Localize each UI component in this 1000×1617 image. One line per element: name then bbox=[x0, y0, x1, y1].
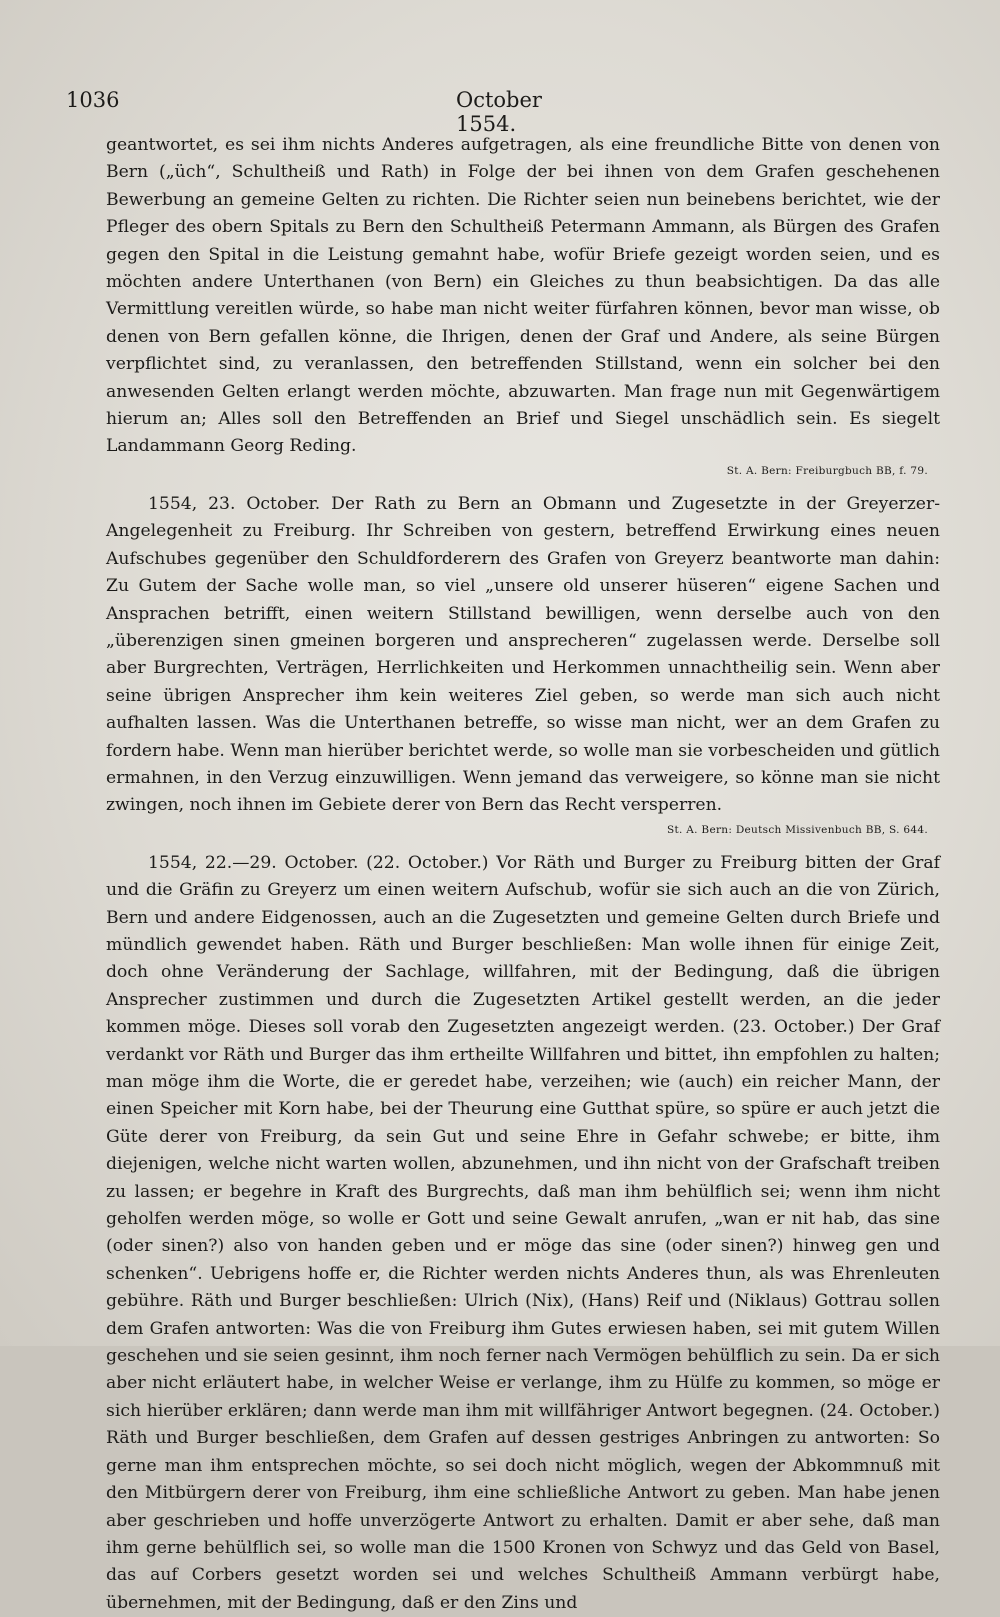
entry-continuation bbox=[106, 132, 940, 479]
source-citation: St. A. Bern: Freiburgbuch BB, f. 79. bbox=[726, 464, 928, 477]
entry-text: geantwortet, es sei ihm nichts Anderes aufgetragen, als eine freundliche Bitte von denen von Bern („üch“, Schultheiß und Rath) in Folge der bei ihnen von dem Grafen geschehenen Bewerbung an gemeine Gelten zu richten. Die Richter seien nun beinebens berichtet, wie der Pfleger des obern Spitals zu Bern den Schultheiß Petermann Ammann, als Bürgen des Grafen gegen den Spital in die Leistung gemahnt habe, wofür Briefe gezeigt worden seien, und es möchten andere Unterthanen (von Bern) ein Gleiches zu thun beabsichtigen. Da das alle Vermittlung vereitlen würde, so habe man nicht weiter fürfahren können, bevor man wisse, ob denen von Bern gefallen könne, die Ihrigen, denen der Graf und Andere, als seine Bürgen verpflichtet sind, zu veranlassen, den betreffenden Stillstand, wenn ein solcher bei den anwesenden Gelten erlangt werden möchte, abzuwarten. Man frage nun mit Gegenwärtigem hierum an; Alles soll den Betreffenden an Brief und Siegel unschädlich sein. Es siegelt Landammann Georg Reding. bbox=[106, 135, 940, 457]
page-number: 1036 bbox=[66, 88, 120, 112]
page-header bbox=[66, 88, 586, 136]
entry-text: 1554, 22.—29. October. (22. October.) Vor Räth und Burger zu Freiburg bitten der Graf und die Gräfin zu Greyerz um einen weitern Aufschub, wofür sie sich auch an die von Zürich, Bern und andere Eidgenossen, auch an die Zugesetzten und gemeine Gelten durch Briefe und mündlich gewendet haben. Räth und Burger beschließen: Man wolle ihnen für einige Zeit, doch ohne Veränderung der Sachlage, willfahren, mit der Bedingung, daß die übrigen Ansprecher zustimmen und durch die Zugesetzten Artikel gestellt werden, an die jeder kommen möge. Dieses soll vorab den Zugesetzten angezeigt werden. (23. October.) Der Graf verdankt vor Räth und Burger das ihm ertheilte Willfahren und bittet, ihn empfohlen zu halten; man möge ihm die Worte, die er geredet habe, verzeihen; wie (auch) ein reicher Mann, der einen Speicher mit Korn habe, bei der Theurung eine Gutthat spüre, so spüre er auch jetzt die Güte derer von Freiburg, da sein Gut und seine Ehre in Gefahr schwebe; er bitte, ihm diejenigen, welche nicht warten wollen, abzunehmen, und ihn nicht von der Grafschaft treiben zu lassen; er begehre in Kraft des Burgrechts, daß man ihm behülflich sei; wenn ihm nicht geholfen werden möge, so wolle er Gott und seine Gewalt anrufen, „wan er nit hab, das sine (oder sinen?) also von handen geben und er möge das sine (oder sinen?) hinweg gen und schenken“. Uebrigens hoffe er, die Richter werden nichts Anderes thun, als was Ehrenleuten gebühre. Räth und Burger beschließen: Ulrich (Nix), (Hans) Reif und (Niklaus) Gottrau sollen dem Grafen antworten: Was die von Freiburg ihm Gutes erwiesen haben, sei mit gutem Willen geschehen und sie seien gesinnt, ihm noch ferner nach Vermögen behülflich zu sein. Da er sich aber nicht erläutert habe, in welcher Weise er verlange, ihm zu Hülfe zu kommen, so möge er sich hierüber erklären; dann werde man ihm mit willfähriger Antwort begegnen. (24. October.) Räth und Burger beschließen, dem Grafen auf dessen gestriges Anbringen zu antworten: So gerne man ihm entsprechen möchte, so sei doch nicht möglich, wegen der Abkommnuß mit den Mitbürgern derer von Freiburg, ihm eine schließliche Antwort zu geben. Man habe jenen aber geschrieben und hoffe unverzögerte Antwort zu erhalten. Damit er aber sehe, daß man ihm gerne behülflich sei, so wolle man die 1500 Kronen von Schwyz und das Geld von Basel, das auf Corbers gesetzt worden sei und welches Schultheiß Ammann verbürgt habe, übernehmen, mit der Bedingung, daß er den Zins und bbox=[106, 852, 940, 1613]
source-citation: St. A. Bern: Deutsch Missivenbuch BB, S. 644. bbox=[666, 823, 928, 836]
entry-1554-10-22-29 bbox=[106, 850, 940, 1617]
page-body bbox=[106, 132, 940, 1617]
entry-text: 1554, 23. October. Der Rath zu Bern an Obmann und Zugesetzte in der Greyerzer-Angelegenheit zu Freiburg. Ihr Schreiben von gestern, betreffend Erwirkung eines neuen Aufschubes gegenüber den Schuldforderern des Grafen von Greyerz beantworte man dahin: Zu Gutem der Sache wolle man, so viel „unsere old unserer hüseren“ eigene Sachen und Ansprachen betrifft, einen weitern Stillstand bewilligen, wenn derselbe auch von den „überenzigen sinen gmeinen borgeren und ansprecheren“ zugelassen werde. Derselbe soll aber Burgrechten, Verträgen, Herrlichkeiten und Herkommen unnachtheilig sein. Wenn aber seine übrigen Ansprecher ihm kein weiteres Ziel geben, so werde man sich auch nicht aufhalten lassen. Was die Unterthanen betreffe, so wisse man nicht, wer an dem Grafen zu fordern habe. Wenn man hierüber berichtet werde, so wolle man sie vorbescheiden und gütlich ermahnen, in den Verzug einzuwilligen. Wenn jemand das verweigere, so könne man sie nicht zwingen, noch ihnen im Gebiete derer von Bern das Recht versperren. bbox=[106, 493, 940, 816]
entry-1554-10-23 bbox=[106, 491, 940, 838]
running-title: October 1554. bbox=[456, 88, 542, 136]
